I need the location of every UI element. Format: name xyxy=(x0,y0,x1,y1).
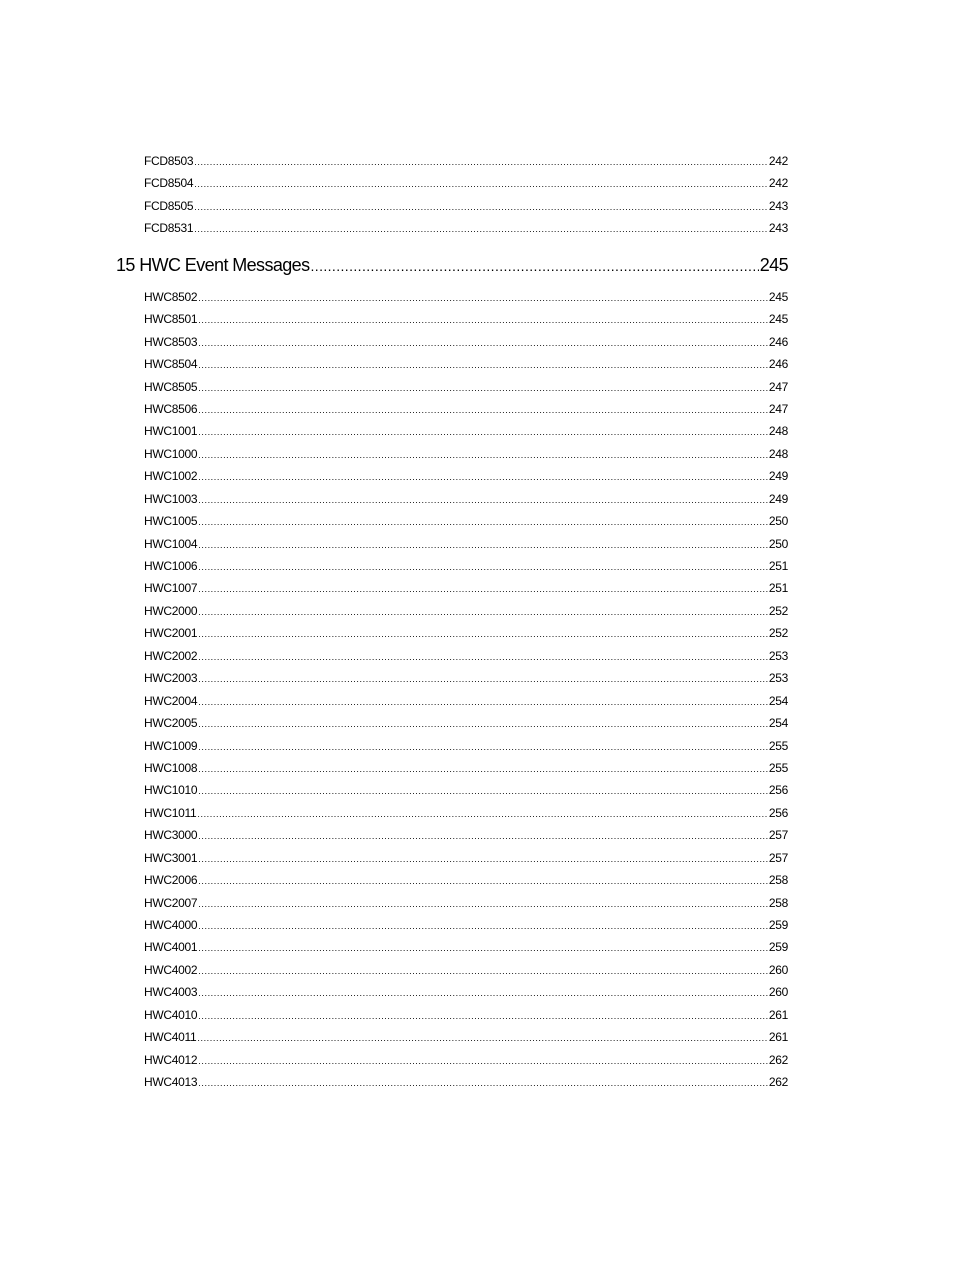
toc-dot-leader xyxy=(198,511,768,533)
toc-entry[interactable] xyxy=(144,779,788,801)
toc-dot-leader xyxy=(198,623,768,645)
toc-entry-label: HWC2000 xyxy=(144,603,198,618)
toc-dot-leader xyxy=(198,915,768,937)
toc-entry[interactable] xyxy=(144,847,788,869)
toc-entry-page-number: 242 xyxy=(768,154,788,168)
toc-entry-label: HWC1006 xyxy=(144,559,198,573)
toc-entry-page-number: 259 xyxy=(768,940,788,955)
toc-entry-page-number: 254 xyxy=(768,716,788,731)
toc-entry-page-number: 260 xyxy=(768,985,788,1000)
toc-chapter-page-number: 245 xyxy=(759,254,788,275)
toc-entry-page-number: 243 xyxy=(768,221,788,236)
toc-dot-leader xyxy=(198,332,768,354)
toc-dot-leader xyxy=(198,736,768,758)
toc-entry-page-number: 247 xyxy=(768,379,788,394)
toc-entry-label: HWC8502 xyxy=(144,289,198,304)
toc-entry-page-number: 251 xyxy=(768,581,788,596)
toc-dot-leader xyxy=(198,309,768,331)
toc-entry-page-number: 260 xyxy=(768,962,788,977)
toc-dot-leader xyxy=(198,960,768,982)
toc-entry-page-number: 251 xyxy=(768,559,788,573)
toc-entry[interactable] xyxy=(144,936,788,958)
toc-entry-label: FCD8531 xyxy=(144,221,194,236)
toc-entry-page-number: 250 xyxy=(768,536,788,551)
toc-entry[interactable] xyxy=(144,667,788,689)
toc-entry-label: HWC1010 xyxy=(144,783,198,798)
toc-entry-page-number: 249 xyxy=(768,469,788,484)
toc-dot-leader xyxy=(198,556,768,578)
toc-entry-page-number: 246 xyxy=(768,357,788,372)
toc-entry-label: HWC1007 xyxy=(144,581,198,596)
toc-entry[interactable] xyxy=(144,443,788,465)
toc-entry-label: HWC3001 xyxy=(144,850,198,865)
toc-entry-page-number: 252 xyxy=(768,626,788,641)
toc-entry-label: FCD8505 xyxy=(144,198,194,213)
toc-entry-label: HWC1005 xyxy=(144,514,198,529)
toc-dot-leader xyxy=(198,1050,768,1072)
toc-dot-leader xyxy=(194,196,768,218)
toc-entry[interactable] xyxy=(144,353,788,375)
toc-entry-label: HWC1000 xyxy=(144,446,198,461)
toc-entry-label: HWC4011 xyxy=(144,1030,197,1045)
toc-entry[interactable] xyxy=(144,981,788,1003)
toc-entry[interactable] xyxy=(144,376,788,398)
toc-entry[interactable] xyxy=(144,420,788,442)
toc-entry-page-number: 258 xyxy=(768,895,788,910)
toc-dot-leader xyxy=(198,354,768,376)
toc-entry[interactable] xyxy=(144,465,788,487)
toc-entry-page-number: 261 xyxy=(768,1030,788,1045)
toc-entry-page-number: 253 xyxy=(768,648,788,663)
toc-entry[interactable] xyxy=(144,510,788,532)
toc-entry-label: HWC1004 xyxy=(144,536,198,551)
toc-entry-label: HWC2001 xyxy=(144,626,198,641)
toc-dot-leader xyxy=(198,421,768,443)
table-of-contents xyxy=(116,150,788,1094)
toc-entry[interactable] xyxy=(144,217,788,239)
toc-entry-label: HWC4001 xyxy=(144,940,198,955)
toc-entry[interactable] xyxy=(144,757,788,779)
toc-entry[interactable] xyxy=(144,1049,788,1071)
toc-entry-label: FCD8503 xyxy=(144,154,194,168)
toc-entry-label: HWC1011 xyxy=(144,805,197,820)
toc-entry[interactable] xyxy=(144,622,788,644)
toc-dot-leader xyxy=(198,1072,768,1094)
toc-entry-page-number: 245 xyxy=(768,289,788,304)
toc-entry-page-number: 257 xyxy=(768,850,788,865)
toc-entry[interactable] xyxy=(144,914,788,936)
toc-dot-leader xyxy=(198,780,768,802)
toc-chapter-entries xyxy=(116,286,788,1094)
toc-entry-page-number: 262 xyxy=(768,1075,788,1090)
toc-entry-page-number: 261 xyxy=(768,1007,788,1022)
toc-entry-label: HWC4000 xyxy=(144,918,198,932)
toc-entry-label: HWC8503 xyxy=(144,334,198,349)
toc-dot-leader xyxy=(310,245,758,287)
toc-entry[interactable] xyxy=(144,959,788,981)
toc-entry[interactable] xyxy=(144,824,788,846)
toc-entry-page-number: 256 xyxy=(768,805,788,820)
toc-entry-page-number: 253 xyxy=(768,671,788,686)
toc-entry-label: HWC3000 xyxy=(144,828,198,843)
toc-entry-label: HWC2002 xyxy=(144,648,198,663)
toc-dot-leader xyxy=(198,668,768,690)
toc-entry-label: HWC8501 xyxy=(144,312,198,327)
toc-entry-page-number: 247 xyxy=(768,401,788,416)
toc-entry[interactable] xyxy=(144,286,788,308)
toc-entry[interactable] xyxy=(144,892,788,914)
toc-entry[interactable] xyxy=(144,398,788,420)
toc-entry-label: HWC1008 xyxy=(144,760,198,775)
toc-entry[interactable] xyxy=(144,802,788,824)
toc-dot-leader xyxy=(194,218,768,240)
toc-dot-leader xyxy=(197,803,768,825)
toc-pre-entries xyxy=(116,150,788,240)
toc-entry-page-number: 249 xyxy=(768,491,788,506)
toc-entry[interactable] xyxy=(144,712,788,734)
toc-dot-leader xyxy=(198,825,768,847)
toc-entry[interactable] xyxy=(144,869,788,891)
toc-dot-leader xyxy=(198,489,768,511)
toc-entry-page-number: 242 xyxy=(768,176,788,191)
toc-entry-label: HWC4003 xyxy=(144,985,198,1000)
toc-entry-label: FCD8504 xyxy=(144,176,194,191)
toc-entry-label: HWC8505 xyxy=(144,379,198,394)
toc-entry-label: HWC4013 xyxy=(144,1075,198,1090)
toc-entry-page-number: 256 xyxy=(768,783,788,798)
toc-dot-leader xyxy=(198,399,768,421)
toc-entry[interactable] xyxy=(144,150,788,172)
toc-entry-page-number: 257 xyxy=(768,828,788,843)
toc-entry[interactable] xyxy=(144,555,788,577)
toc-entry[interactable] xyxy=(144,331,788,353)
toc-entry-label: HWC2006 xyxy=(144,873,198,888)
toc-entry-label: HWC1002 xyxy=(144,469,198,484)
toc-entry-label: HWC2005 xyxy=(144,716,198,731)
toc-entry-label: HWC4002 xyxy=(144,962,198,977)
toc-entry[interactable] xyxy=(144,690,788,712)
toc-dot-leader xyxy=(197,1027,768,1049)
toc-entry-page-number: 248 xyxy=(768,424,788,439)
toc-dot-leader xyxy=(198,601,768,623)
toc-entry-label: HWC1009 xyxy=(144,738,198,753)
toc-dot-leader xyxy=(198,466,768,488)
toc-entry-label: HWC2003 xyxy=(144,671,198,686)
toc-entry-label: HWC2007 xyxy=(144,895,198,910)
toc-dot-leader xyxy=(198,646,768,668)
toc-entry[interactable] xyxy=(144,1026,788,1048)
toc-dot-leader xyxy=(194,151,768,173)
toc-entry-page-number: 250 xyxy=(768,514,788,529)
toc-dot-leader xyxy=(194,173,768,195)
toc-entry-page-number: 254 xyxy=(768,693,788,708)
toc-entry-page-number: 248 xyxy=(768,446,788,461)
toc-entry-label: HWC1003 xyxy=(144,491,198,506)
toc-entry[interactable] xyxy=(144,577,788,599)
toc-dot-leader xyxy=(198,982,768,1004)
toc-dot-leader xyxy=(198,444,768,466)
toc-dot-leader xyxy=(198,377,768,399)
toc-dot-leader xyxy=(198,848,768,870)
toc-entry-label: HWC4010 xyxy=(144,1007,198,1022)
toc-entry-label: HWC4012 xyxy=(144,1052,198,1067)
toc-entry[interactable] xyxy=(144,533,788,555)
toc-dot-leader xyxy=(198,758,768,780)
toc-chapter-title: 15 HWC Event Messages xyxy=(116,254,310,275)
toc-entry-page-number: 255 xyxy=(768,738,788,753)
toc-dot-leader xyxy=(198,691,768,713)
toc-entry-page-number: 246 xyxy=(768,334,788,349)
toc-chapter-entry[interactable] xyxy=(116,244,788,286)
toc-entry[interactable] xyxy=(144,1004,788,1026)
toc-entry-page-number: 245 xyxy=(768,312,788,327)
toc-entry-label: HWC1001 xyxy=(144,424,198,439)
toc-entry[interactable] xyxy=(144,172,788,194)
toc-entry-page-number: 259 xyxy=(768,918,788,932)
toc-dot-leader xyxy=(198,534,768,556)
toc-dot-leader xyxy=(198,578,768,600)
toc-dot-leader xyxy=(198,937,768,959)
toc-entry[interactable] xyxy=(144,1071,788,1093)
toc-entry[interactable] xyxy=(144,488,788,510)
toc-dot-leader xyxy=(198,870,768,892)
toc-entry-page-number: 255 xyxy=(768,760,788,775)
toc-dot-leader xyxy=(198,287,768,309)
toc-entry-page-number: 252 xyxy=(768,603,788,618)
toc-dot-leader xyxy=(198,893,768,915)
toc-dot-leader xyxy=(198,713,768,735)
toc-entry[interactable] xyxy=(144,600,788,622)
toc-entry-label: HWC8506 xyxy=(144,401,198,416)
toc-entry-page-number: 262 xyxy=(768,1052,788,1067)
toc-entry-page-number: 258 xyxy=(768,873,788,888)
toc-entry-label: HWC2004 xyxy=(144,693,198,708)
toc-entry[interactable] xyxy=(144,308,788,330)
toc-dot-leader xyxy=(198,1005,768,1027)
toc-entry[interactable] xyxy=(144,195,788,217)
toc-entry-page-number: 243 xyxy=(768,198,788,213)
toc-entry-label: HWC8504 xyxy=(144,357,198,372)
toc-entry[interactable] xyxy=(144,645,788,667)
toc-entry[interactable] xyxy=(144,735,788,757)
